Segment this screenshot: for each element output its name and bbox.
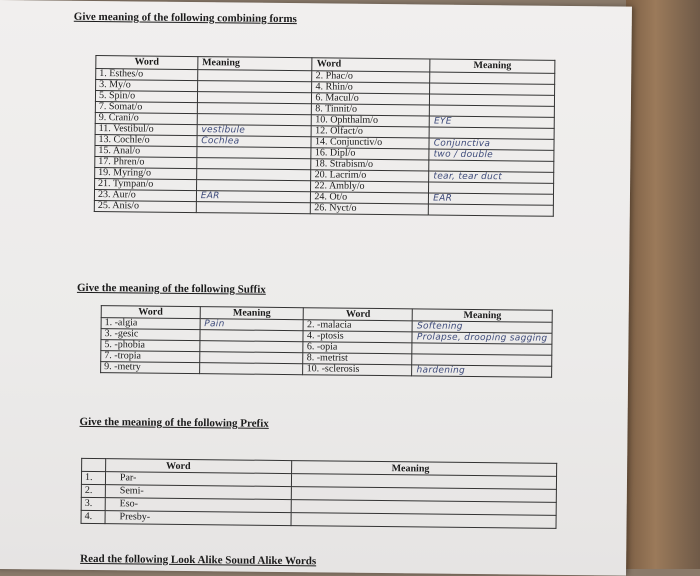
- col-header-word: Word: [101, 306, 200, 319]
- row-number: 3.: [81, 497, 105, 510]
- word-cell: 2. Phac/o: [312, 71, 430, 83]
- meaning-cell: vestibule: [197, 125, 312, 137]
- col-header-meaning: Meaning: [291, 461, 557, 477]
- meaning-cell: [291, 513, 557, 529]
- word-cell: 16. Dipl/o: [311, 148, 429, 160]
- word-cell: 7. Somat/o: [95, 102, 197, 114]
- word-cell: 22. Ambly/o: [311, 181, 429, 193]
- word-cell: 2. -malacia: [304, 320, 413, 332]
- col-header-word: Word: [96, 56, 198, 70]
- meaning-cell: tear, tear duct: [429, 171, 554, 183]
- meaning-cell: EYE: [429, 116, 554, 128]
- row-number: 2.: [81, 484, 105, 497]
- suffix-table: [100, 305, 553, 378]
- col-header-word: Word: [304, 308, 413, 321]
- word-cell: 4. Rhin/o: [312, 82, 430, 94]
- meaning-cell: [428, 204, 553, 216]
- word-cell: 18. Strabism/o: [311, 159, 429, 171]
- meaning-cell: EAR: [429, 193, 554, 205]
- word-cell: 20. Lacrim/o: [311, 170, 429, 182]
- word-cell: 23. Aur/o: [94, 190, 196, 202]
- word-cell: 8. Tinnit/o: [312, 104, 430, 116]
- meaning-cell: Pain: [200, 319, 304, 331]
- word-cell: 19. Myring/o: [95, 168, 197, 180]
- word-cell: 26. Nyct/o: [311, 203, 429, 215]
- meaning-cell: Conjunctiva: [429, 138, 554, 150]
- word-cell: 4. -ptosis: [303, 331, 412, 343]
- word-cell: Par-: [105, 472, 291, 487]
- col-header-meaning: Meaning: [200, 307, 304, 320]
- word-cell: 11. Vestibul/o: [95, 124, 197, 136]
- word-cell: Presby-: [105, 511, 291, 526]
- meaning-cell: hardening: [412, 365, 552, 377]
- word-cell: 17. Phren/o: [95, 157, 197, 169]
- meaning-cell: Softening: [412, 321, 552, 333]
- word-cell: 6. Macul/o: [312, 93, 430, 105]
- word-cell: 3. My/o: [96, 80, 198, 92]
- col-header-meaning: Meaning: [430, 59, 555, 73]
- word-cell: 9. Crani/o: [95, 113, 197, 125]
- word-cell: 10. -sclerosis: [303, 364, 412, 376]
- word-cell: Semi-: [105, 485, 291, 500]
- word-cell: 24. Ot/o: [311, 192, 429, 204]
- word-cell: 10. Ophthalm/o: [312, 115, 430, 127]
- word-cell: 14. Conjunctiv/o: [311, 137, 429, 149]
- look-alike-heading: Read the following Look Alike Sound Alike Words: [80, 552, 317, 568]
- word-cell: 21. Tympan/o: [95, 179, 197, 191]
- prefix-table: [81, 458, 558, 529]
- row-number: 1.: [81, 471, 105, 484]
- prefix-heading: Give the meaning of the following Prefix: [79, 415, 269, 430]
- word-cell: 7. -tropia: [101, 351, 200, 363]
- meaning-cell: [199, 363, 303, 375]
- word-cell: 5. -phobia: [101, 340, 200, 352]
- word-cell: 9. -metry: [101, 362, 200, 374]
- word-cell: 5. Spin/o: [95, 91, 197, 103]
- suffix-heading: Give the meaning of the following Suffix: [76, 281, 266, 296]
- col-header-meaning: Meaning: [198, 57, 313, 71]
- meaning-cell: EAR: [196, 191, 311, 203]
- word-cell: Eso-: [105, 498, 291, 513]
- prefix-num-header: [82, 458, 106, 471]
- word-cell: 3. -gesic: [101, 329, 200, 341]
- col-header-word: Word: [312, 58, 430, 72]
- meaning-cell: two / double: [429, 149, 554, 161]
- meaning-cell: Cochlea: [197, 136, 312, 148]
- meaning-cell: [196, 202, 311, 214]
- word-cell: 13. Cochle/o: [95, 135, 197, 147]
- combining-forms-table: [94, 55, 556, 217]
- word-cell: 25. Anis/o: [94, 200, 196, 212]
- col-header-word: Word: [106, 459, 292, 474]
- meaning-cell: Prolapse, drooping sagging: [412, 332, 552, 344]
- background-desk: [626, 0, 700, 569]
- word-cell: 6. -opia: [303, 342, 412, 354]
- word-cell: 1. -algia: [101, 318, 200, 330]
- row-number: 4.: [81, 510, 105, 523]
- word-cell: 8. -metrist: [303, 353, 412, 365]
- word-cell: 12. Olfact/o: [312, 126, 430, 138]
- col-header-meaning: Meaning: [413, 309, 553, 322]
- word-cell: 1. Esthes/o: [96, 69, 198, 81]
- combining-forms-heading: Give meaning of the following combining forms: [73, 10, 297, 26]
- word-cell: 15. Anal/o: [95, 146, 197, 158]
